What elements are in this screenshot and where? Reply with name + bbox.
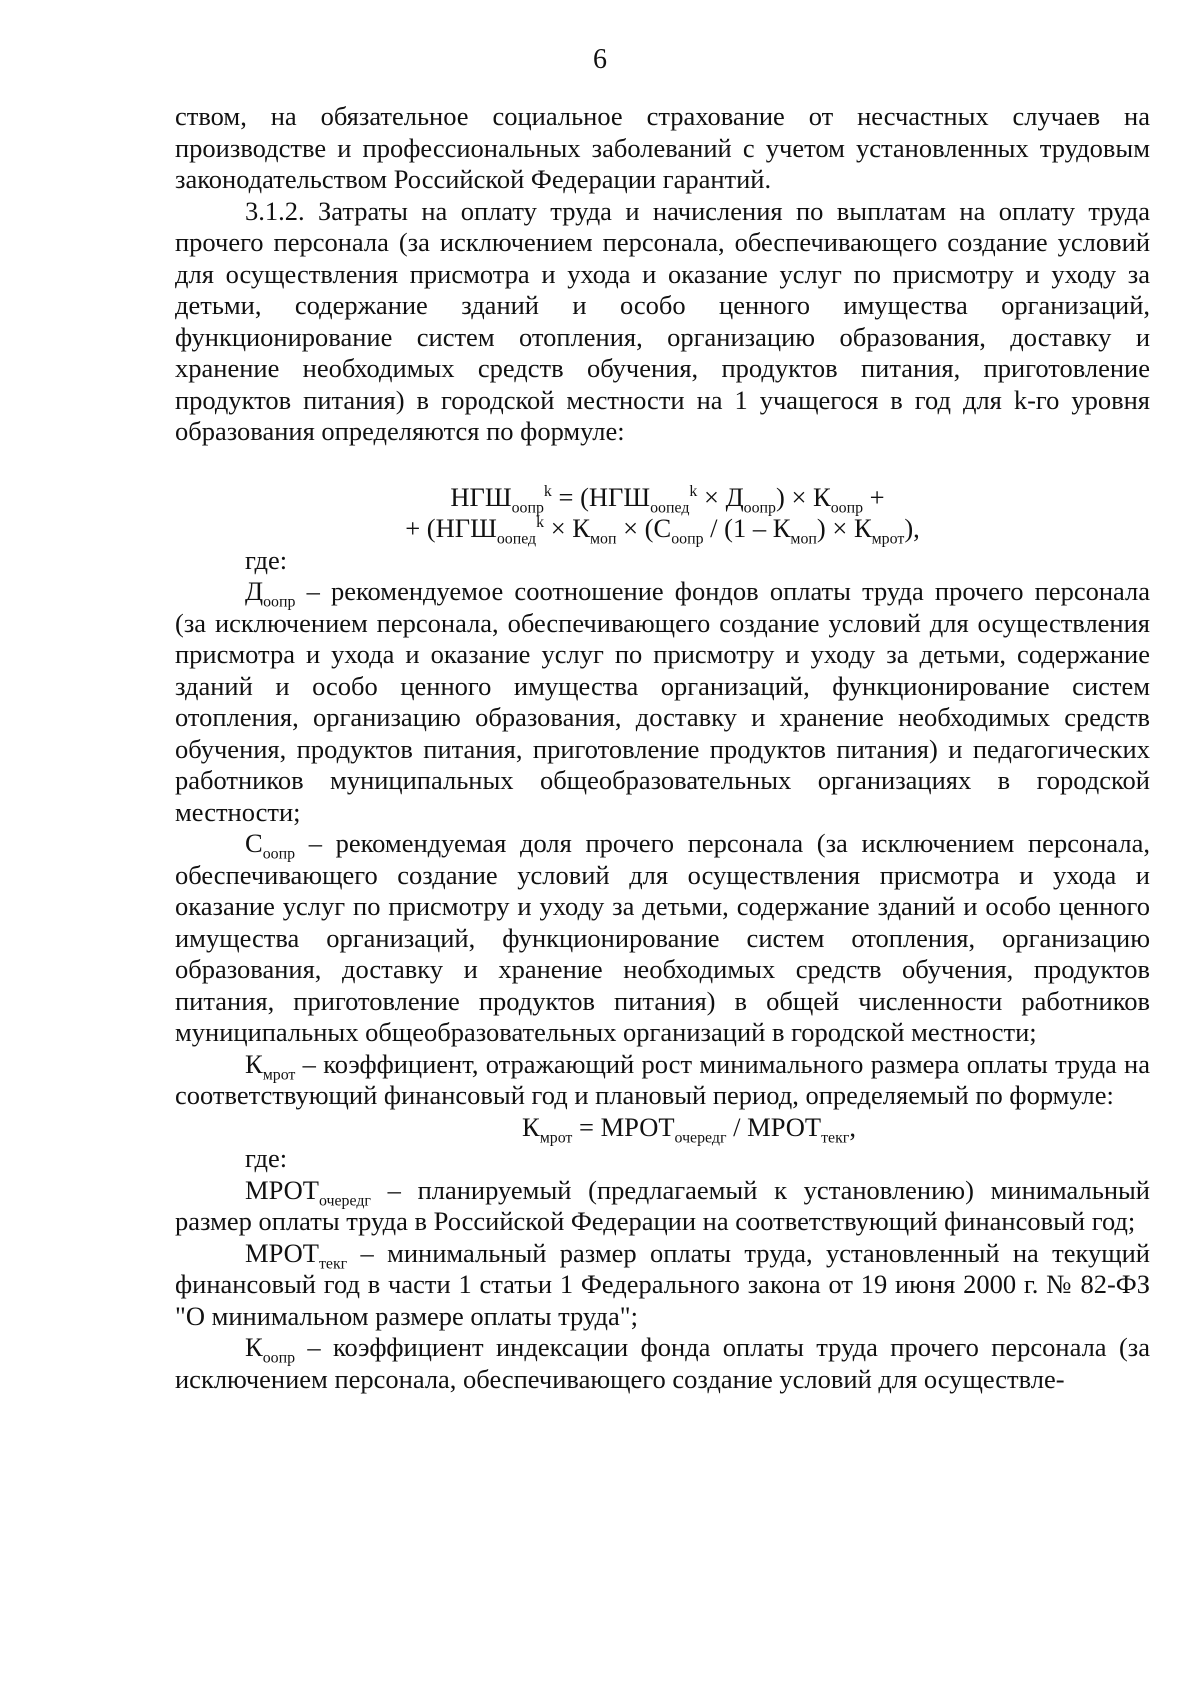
definition-text: – коэффициент, отражающий рост минимального размера оплаты труда на соответствующий финансовый год и плановый период, определяемый по формуле: [175,1048,1150,1110]
formula-subscript: мрот [539,1128,573,1146]
where-label: где: [245,544,288,575]
formula-term: НГШ [450,481,512,512]
formula-superscript: k [689,482,698,500]
formula-subscript: очередг [674,1128,727,1146]
term: Д [245,576,264,606]
term: К [245,1332,263,1362]
formula-term: ) × К [776,481,831,512]
formula-superscript: k [536,514,545,532]
term-subscript: оопр [262,1349,296,1367]
formula-subscript: оопед [496,530,537,548]
definition-text: – рекомендуемое соотношение фондов оплаты труда прочего персонала (за исключением персонала, обеспечивающего создание условий для осуществления присмотра и ухода и оказание услуг по присмотру и уходу за детьми, содержание зданий и особо ценного имущества организаций, функционирование систем отопления, организацию образования, доставку и хранение необходимых средств обучения, продуктов питания, приготовление продуктов питания) и педагогических работников муниципальных общеобразовательных организациях в городской местности; [175,576,1150,827]
formula-term: × (С [616,513,672,543]
term: С [245,828,263,858]
term-subscript: оопр [263,593,296,611]
term-subscript: оопр [262,845,296,863]
formula-term: × К [544,513,590,543]
formula-term: = МРОТ [572,1111,675,1142]
formula-term: / МРОТ [726,1111,822,1142]
formula-subscript: моп [790,530,817,548]
formula-term: × Д [697,481,744,512]
definition-text: – планируемый (предлагаемый к установлению) минимальный размер оплаты труда в Российской Федерации на соответствующий финансовый год; [175,1174,1150,1236]
definition-mrot-tekg [175,1238,1150,1333]
spacer [175,448,1150,482]
term-subscript: мрот [262,1065,296,1083]
formula-term: ) × К [816,513,872,543]
formula-superscript: k [543,482,552,500]
formula-term: / (1 – К [703,513,791,543]
definition-text: – коэффициент индексации фонда оплаты труда прочего персонала (за исключением персонала, обеспечивающего создание условий для осуществле- [175,1332,1150,1394]
formula-subscript: оопр [743,498,776,516]
definition-k-mrot [175,1049,1150,1112]
term-subscript: очередг [318,1191,371,1209]
formula-subscript: оопр [830,498,864,516]
formula-subscript: мрот [871,530,905,548]
formula-subscript: оопр [511,498,544,516]
definition-d-oopr [175,576,1150,828]
formula-term: ), [904,513,920,543]
term: МРОТ [245,1237,319,1268]
definition-mrot-ocheredg [175,1175,1150,1238]
formula-line-2 [175,513,1150,548]
formula-ngsh [175,481,1150,548]
formula-line-1 [175,482,1150,514]
definition-k-oopr [175,1332,1150,1395]
formula-term: , [849,1111,856,1142]
paragraph-continuation: ством, на обязательное социальное страхование от несчастных случаев на производстве и профессиональных заболеваний с учетом установленных трудовым законодательством Российской Федерации гарантий. [175,101,1150,194]
term-subscript: текг [318,1254,348,1272]
formula-term: К [522,1111,540,1142]
formula-kmrot [175,1112,1150,1144]
page-number: 6 [593,44,607,75]
formula-term: + (НГШ [405,513,497,543]
definition-c-oopr [175,828,1150,1049]
term: К [245,1048,263,1079]
formula-subscript: оопр [671,530,704,548]
paragraph-3-1-2: 3.1.2. Затраты на оплату труда и начисления по выплатам на оплату труда прочего персонала (за исключением персонала, обеспечивающего создание условий для осуществления присмотра и ухода и оказание услуг по присмотру и уходу за детьми, содержание зданий и особо ценного имущества организаций, функционирование систем отопления, организацию образования, доставку и хранение необходимых средств обучения, продуктов питания, приготовление продуктов питания) в городской местности на 1 учащегося в год для k-го уровня образования определяются по формуле: [175,195,1150,446]
where-label: где: [245,1143,288,1173]
formula-term: + [863,481,885,512]
definition-text: – рекомендуемая доля прочего персонала (за исключением персонала, обеспечивающего создание условий для осуществления присмотра и ухода и оказание услуг по присмотру и уходу за детьми, содержание зданий и особо ценного имущества организаций, функционирование систем отопления, организацию образования, доставку и хранение необходимых средств обучения, продуктов питания, приготовление продуктов питания) в общей численности работников муниципальных общеобразовательных организаций в городской местности; [175,828,1150,1047]
formula-subscript: текг [821,1128,850,1146]
formula-subscript: оопед [650,498,690,516]
formula-term: = (НГШ [551,481,651,512]
term: МРОТ [245,1174,319,1205]
document-body [175,101,1150,1395]
definition-text: – минимальный размер оплаты труда, установленный на текущий финансовый год в части 1 статьи 1 Федерального закона от 19 июня 2000 г. № 82-ФЗ "О минимальном размере оплаты труда"; [175,1237,1150,1331]
formula-subscript: моп [589,530,617,548]
